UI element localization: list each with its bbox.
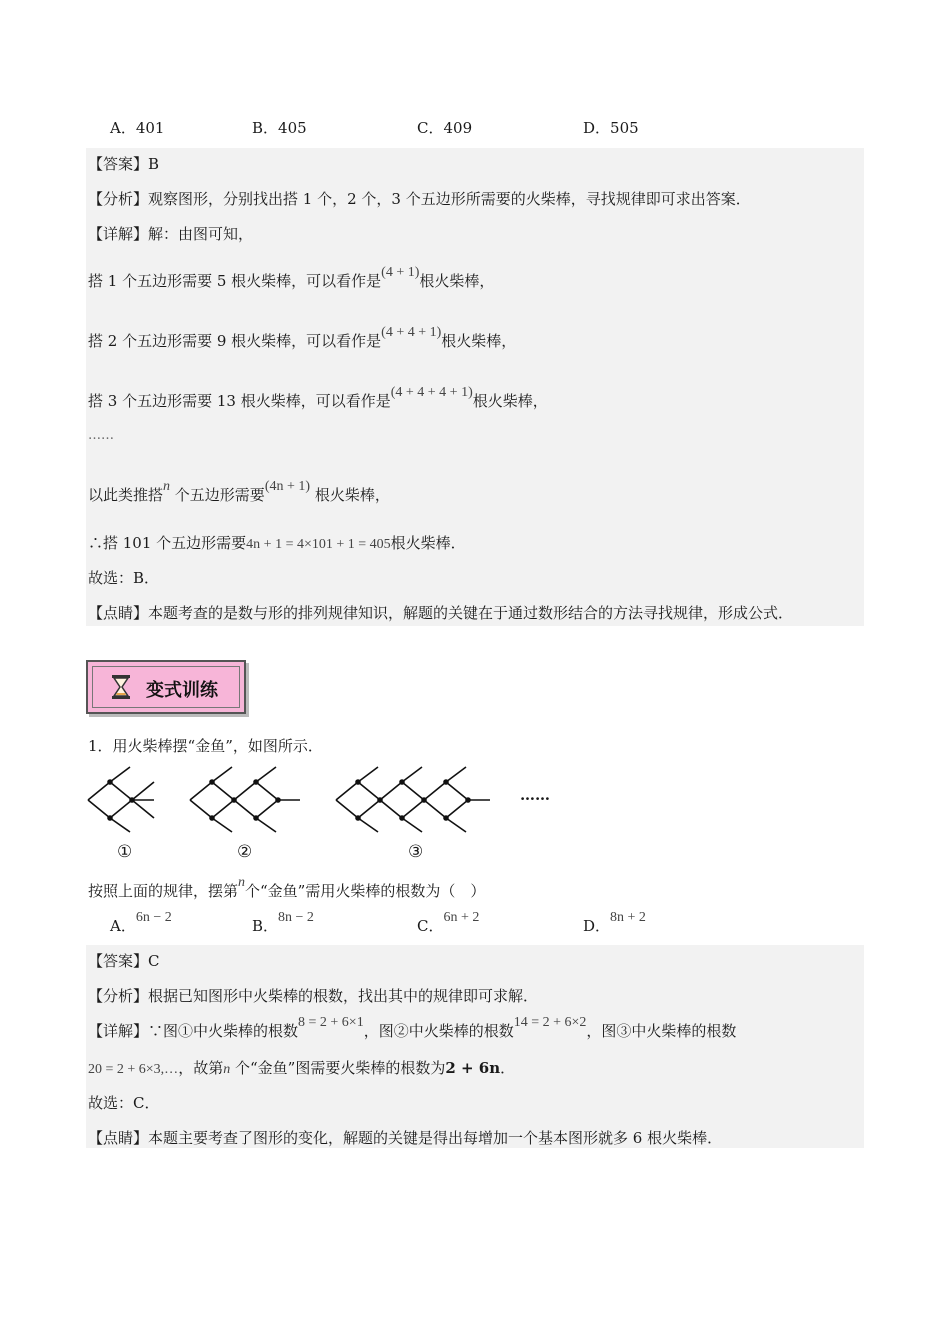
detail-line-1: 搭 1 个五边形需要 5 根火柴棒，可以看作是(4 + 1)根火柴棒， bbox=[88, 265, 495, 290]
banner-title: 变式训练 bbox=[146, 680, 218, 701]
choose-text: 故选：B． bbox=[88, 569, 160, 587]
question-text: 按照上面的规律，摆第n个“金鱼”需用火柴棒的根数为（ ） bbox=[88, 875, 486, 900]
detail-line-4: 以此类推搭n 个五边形需要(4n + 1) 根火柴棒， bbox=[88, 479, 390, 504]
solution-block-1 bbox=[86, 148, 864, 626]
question-stem: 1．用火柴棒摆“金鱼”，如图所示． bbox=[88, 737, 323, 755]
formula: (4n + 1) bbox=[264, 479, 311, 494]
answer-label: 【答案】C bbox=[88, 952, 160, 970]
goldfish-figure bbox=[86, 760, 566, 840]
figure-label-3: ③ bbox=[408, 842, 424, 862]
option-c: C．6n + 2 bbox=[417, 910, 480, 935]
detail-line-2: 搭 2 个五边形需要 9 根火柴棒，可以看作是(4 + 4 + 1)根火柴棒， bbox=[88, 325, 517, 350]
prev-option-d: D．505 bbox=[583, 119, 639, 137]
figure-label-2: ② bbox=[237, 842, 253, 862]
detail-line-5: ∴搭 101 个五边形需要4n + 1 = 4×101 + 1 = 405根火柴棒． bbox=[88, 534, 466, 552]
analysis-text: 【分析】根据已知图形中火柴棒的根数，找出其中的规律即可求解． bbox=[88, 987, 539, 1005]
comment-text: 【点睛】本题主要考查了图形的变化，解题的关键是得出每增加一个基本图形就多 6 根火柴棒． bbox=[88, 1129, 723, 1147]
formula: (4 + 1) bbox=[381, 265, 420, 280]
ellipsis: …… bbox=[88, 428, 114, 443]
formula: 14 = 2 + 6×2 bbox=[513, 1015, 587, 1030]
choose-text: 故选：C． bbox=[88, 1094, 160, 1112]
prev-option-c: C．409 bbox=[417, 119, 473, 137]
analysis-text: 【分析】观察图形，分别找出搭 1 个，2 个，3 个五边形所需要的火柴棒，寻找规律即可求出答案． bbox=[88, 190, 751, 208]
section-banner bbox=[86, 660, 246, 714]
option-d: D．8n + 2 bbox=[583, 910, 646, 935]
detail-line-3: 搭 3 个五边形需要 13 根火柴棒，可以看作是(4 + 4 + 4 + 1)根火柴棒， bbox=[88, 385, 548, 410]
formula: 8 = 2 + 6×1 bbox=[298, 1015, 364, 1030]
detail-head: 【详解】解：由图可知， bbox=[88, 225, 254, 243]
hourglass-icon bbox=[110, 674, 132, 700]
solution-block-2 bbox=[86, 945, 864, 1148]
option-b: B．8n − 2 bbox=[252, 910, 314, 935]
bold-formula: 2 + 6n bbox=[445, 1059, 501, 1077]
prev-option-b: B．405 bbox=[252, 119, 307, 137]
figure-continuation: …… bbox=[520, 786, 550, 804]
formula: (4 + 4 + 4 + 1) bbox=[390, 385, 473, 400]
formula: 4n + 1 = 4×101 + 1 = 405 bbox=[246, 537, 391, 552]
detail-line-1: 【详解】∵图①中火柴棒的根数8 = 2 + 6×1，图②中火柴棒的根数14 = 2 + 6×2，图③中火柴棒的根数 bbox=[88, 1015, 737, 1040]
prev-option-a: A．401 bbox=[110, 119, 165, 137]
formula: (4 + 4 + 1) bbox=[381, 325, 442, 340]
comment-text: 【点睛】本题考查的是数与形的排列规律知识，解题的关键在于通过数形结合的方法寻找规律，形成公式． bbox=[88, 604, 794, 622]
detail-line-2: 20 = 2 + 6×3,…，故第n 个“金鱼”图需要火柴棒的根数为2 + 6n． bbox=[88, 1059, 516, 1077]
option-a: A．6n − 2 bbox=[110, 910, 172, 935]
formula: 20 = 2 + 6×3,… bbox=[88, 1062, 179, 1077]
answer-label: 【答案】B bbox=[88, 155, 160, 173]
figure-label-1: ① bbox=[117, 842, 133, 862]
